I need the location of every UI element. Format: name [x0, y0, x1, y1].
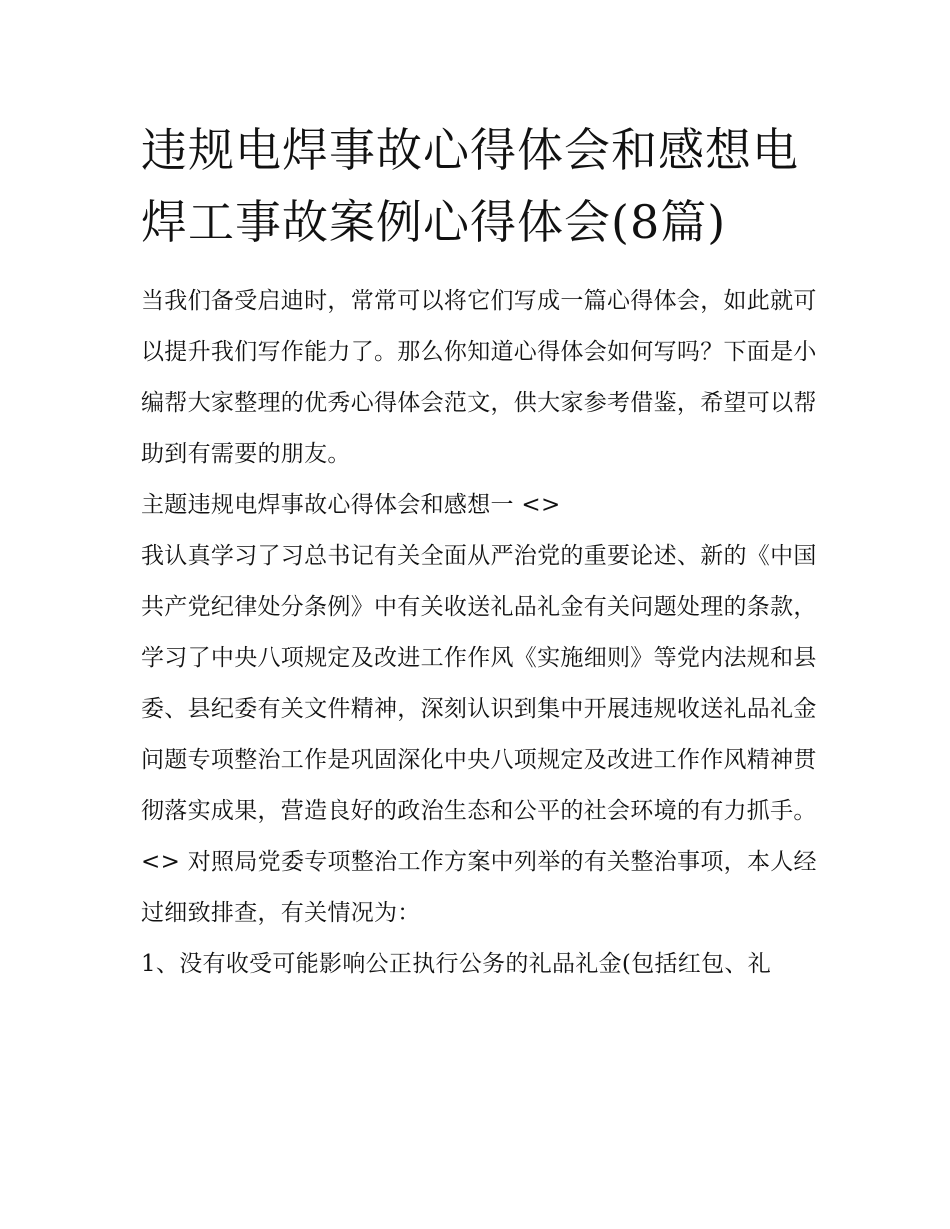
section-heading: 主题违规电焊事故心得体会和感想一 <> [141, 492, 561, 518]
body-paragraph: <> 对照局党委专项整治工作方案中列举的有关整治事项，本人经过细致排查，有关情况为： [141, 849, 817, 926]
document-body [141, 114, 821, 990]
intro-paragraph: 当我们备受启迪时，常常可以将它们写成一篇心得体会，如此就可以提升我们写作能力了。那么你知道心得体会如何写吗？下面是小编帮大家整理的优秀心得体会范文，供大家参考借鉴，希望可以帮助到有需要的朋友。 [141, 288, 817, 467]
body-paragraph: 我认真学习了习总书记有关全面从严治党的重要论述、新的《中国共产党纪律处分条例》中有关收送礼品礼金有关问题处理的条款，学习了中央八项规定及改进工作作风《实施细则》等党内法规和县委、县纪委有关文件精神，深刻认识到集中开展违规收送礼品礼金问题专项整治工作是巩固深化中央八项规定及改进工作作风精神贯彻落实成果，营造良好的政治生态和公平的社会环境的有力抓手。 [141, 543, 817, 824]
document-title: 违规电焊事故心得体会和感想电焊工事故案例心得体会(8篇) [141, 123, 799, 249]
list-item: 1、没有收受可能影响公正执行公务的礼品礼金(包括红包、礼 [141, 951, 772, 977]
